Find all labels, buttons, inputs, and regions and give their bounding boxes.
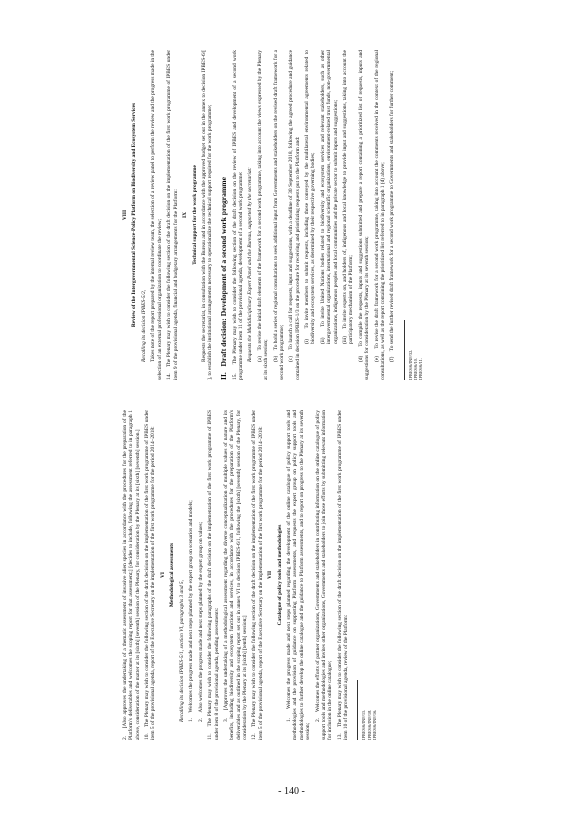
item-c-ii: (ii) To invite United Nations bodies related to biodiversity and ecosystem services and relevant stakeholders, such as other intergovernmental organizations, international and regional scientific organizations, environment-related trust funds, non-governmental organizations, indigenous peoples and local communities and the private sector to submit inputs and suggestions; bbox=[319, 50, 339, 344]
requests-line: Requests the Multidisciplinary Expert Panel and the Bureau, supported by the secretariat: bbox=[246, 167, 253, 362]
item-f: (f) To send the further revised draft framework for a second work programme to Governments and stakeholders for further comment; bbox=[388, 70, 395, 362]
section-7-title: Catalogue of policy tools and methodologies bbox=[276, 524, 283, 626]
item-c-i: (i) To invite members to submit requests, including those conveyed by the multilateral environmental agreements related to biodiversity and ecosystem services, as determined by their respective governing bodies; bbox=[303, 50, 316, 344]
paragraph-14: 14. The Plenary may wish to consider the following section of the draft decision on the implementation of the first work programme of IPBES under item 9 of the provisional agenda, financial and budgetary arrangements for the Platform: bbox=[165, 50, 179, 380]
footnote: IPBES/6/INF/15. bbox=[360, 709, 366, 740]
footnote: IPBES/6/INF/18. bbox=[366, 709, 372, 740]
footnote: IPBES/6/INF/32. bbox=[407, 349, 413, 380]
section-II-number: II. bbox=[218, 372, 228, 380]
footnote: IPBES/6/11. bbox=[417, 358, 423, 380]
section-6-title: Methodological assessments bbox=[168, 542, 175, 608]
section-9-number: IX bbox=[181, 212, 188, 218]
paragraph-2: 2. [Also approves the undertaking of a thematic assessment of invasive alien species in accordance with the procedures for the preparation of the Platform's deliverables and welcomes the scoping report for that assessment;] [decides to include, following the assessment referred to in paragraph 1 above, consideration of the matter at its [sixth] [seventh] session of the Plenary, for consideration by the Plenary at its [sixth] [seventh] session.] bbox=[121, 410, 141, 740]
footnote: IPBES/6/10. bbox=[412, 357, 418, 380]
section-II-title: Draft decision: Development of a second work programme bbox=[218, 177, 228, 367]
paragraph-15: 15. The Plenary may wish to consider the following section of the draft decision on the review of IPBES and development of a second work programme under item 11 of the provisional agenda, development of a second work programme: bbox=[231, 50, 244, 380]
item-c-iii: (iii) To invite experts on, and holders of, indigenous and local knowledge to provide input and suggestions, taking into account the participatory mechanism of the Platform; bbox=[341, 50, 354, 344]
section-9-title: Technical support for the work programme bbox=[191, 165, 197, 265]
section-6-recall: Recalling its decision IPBES-5/1, section VI, paragraphs 3 and 5, bbox=[178, 580, 185, 722]
item-b: (b) To hold a series of regional consultations to seek additional input from Governments and stakeholders on the revised draft framework for a second work programme; bbox=[272, 50, 285, 380]
section-6-item-2: 2. Also welcomes the progress made and next steps planned by the expert group on values; bbox=[197, 521, 204, 722]
section-6-number: VI bbox=[159, 572, 166, 578]
section-6-item-1: 1. Welcomes the progress made and next steps planned by the expert group on scenarios and models; bbox=[187, 500, 194, 722]
paragraph-12: 12. The Plenary may wish to consider the following section of the draft decision on the implementation of the first work programme of IPBES under item 5 of the provisional agenda, report of the Executive Secretary on the implementation of the first work programme for the period 2014–2018: bbox=[250, 410, 264, 740]
section-7-number: VII bbox=[266, 570, 273, 580]
section-8-recall: Recalling its decision IPBES-5/2, bbox=[140, 289, 147, 362]
paragraph-11: 11. The Plenary may wish to consider the following paragraphs of the draft decision on the implementation of the first work programme of IPBES under item 8 of the provisional agenda, pending assessments: bbox=[206, 410, 220, 740]
section-II-heading bbox=[218, 50, 227, 380]
item-c: (c) To launch a call for requests, input and suggestions, with a deadline of 30 September 2018, following the agreed procedure and guidance contained in decision IPBES-1/3 on the procedure for receiving and prioritizing requests put to the Platform and: bbox=[287, 50, 301, 380]
item-a: (a) To revise the initial draft elements of the framework for a second work programme, taking into account the views expressed by the Plenary at its sixth session; bbox=[256, 50, 269, 380]
item-d: (d) To compile the requests, inputs and suggestions submitted and prepare a report containing a prioritized list of requests, inputs and suggestions for consideration by the Plenary at its seventh session; bbox=[357, 50, 370, 380]
section-7-item-1: 1. Welcomes the progress made and next steps planned regarding the development of the online catalogue of policy support tools and methodologies and the provision of guidance on supporting Platform assessments, and requests the expert group on policy support tools and methodologies to further develop the online catalogue and the guidance to Platform assessments, and to report on progress to the Plenary at its seventh session; bbox=[285, 410, 311, 740]
paragraph-13: 13. The Plenary may wish to consider the following section of the draft decision on the implementation of the first work programme of IPBES under item 10 of the provisional agenda, review of the Platform: bbox=[336, 410, 349, 740]
paragraph-10: 10. The Plenary may wish to consider the following section of the draft decision on the implementation of the first work programme of IPBES under item 5 of the provisional agenda, report of the Executive Secretary on the implementation of the first work programme for the period 2014–2018: bbox=[143, 410, 156, 740]
left-column bbox=[122, 410, 377, 740]
document-page bbox=[122, 40, 583, 740]
page-number: - 140 - bbox=[278, 786, 305, 797]
section-8-note: Takes note of the report prepared by the internal review team, the selection of a review panel to perform the review and the progress made in the selection of an external professional organization to coordinate the review; bbox=[149, 50, 163, 380]
section-8-number: VIII bbox=[121, 209, 128, 221]
section-6-item-3: 3. [Approves the undertaking of a methodological assessment regarding the diverse conceptualization of multiple values of nature and its benefits, including biodiversity and ecosystem functions and services, in accordance with the procedures for the preparation of the Platform's deliverables and as outlined in the scoping report set out in annex VI to decision IPBES-6/1, following the [sixth] [seventh] session of the Plenary, for consideration by the Plenary at its [sixth] [tenth] session;] bbox=[222, 410, 248, 740]
footnote-rule bbox=[403, 320, 404, 380]
item-e: (e) To revise the draft framework for a second work programme, taking into account the comments received in the context of the regional consultations, as well as the report containing the prioritized list referred to in paragraph 1 (d) above; bbox=[373, 50, 386, 380]
right-column bbox=[122, 50, 424, 380]
section-7-item-2: 2. Welcomes the efforts of partner organizations, Governments and stakeholders in contributing information on the online catalogue of policy support tools and methodologies and invites other organizations, Governments and stakeholders to join those efforts by submitting relevant information for inclusion in the online catalogue; bbox=[314, 410, 333, 740]
footnote-rule bbox=[357, 680, 358, 740]
section-8-title: Review of the Intergovernmental Science-Policy Platform on Biodiversity and Ecosystem Services bbox=[130, 102, 137, 328]
section-9-text: Requests the secretariat, in consultation with the Bureau and in accordance with the approved budget set out in the annex to decision IPBES-6/[ ], to establish the institutional arrangements necessary to operationalize the technical support required for the work programme; bbox=[200, 50, 213, 380]
footnote: IPBES/6/INF/16. bbox=[371, 709, 377, 740]
